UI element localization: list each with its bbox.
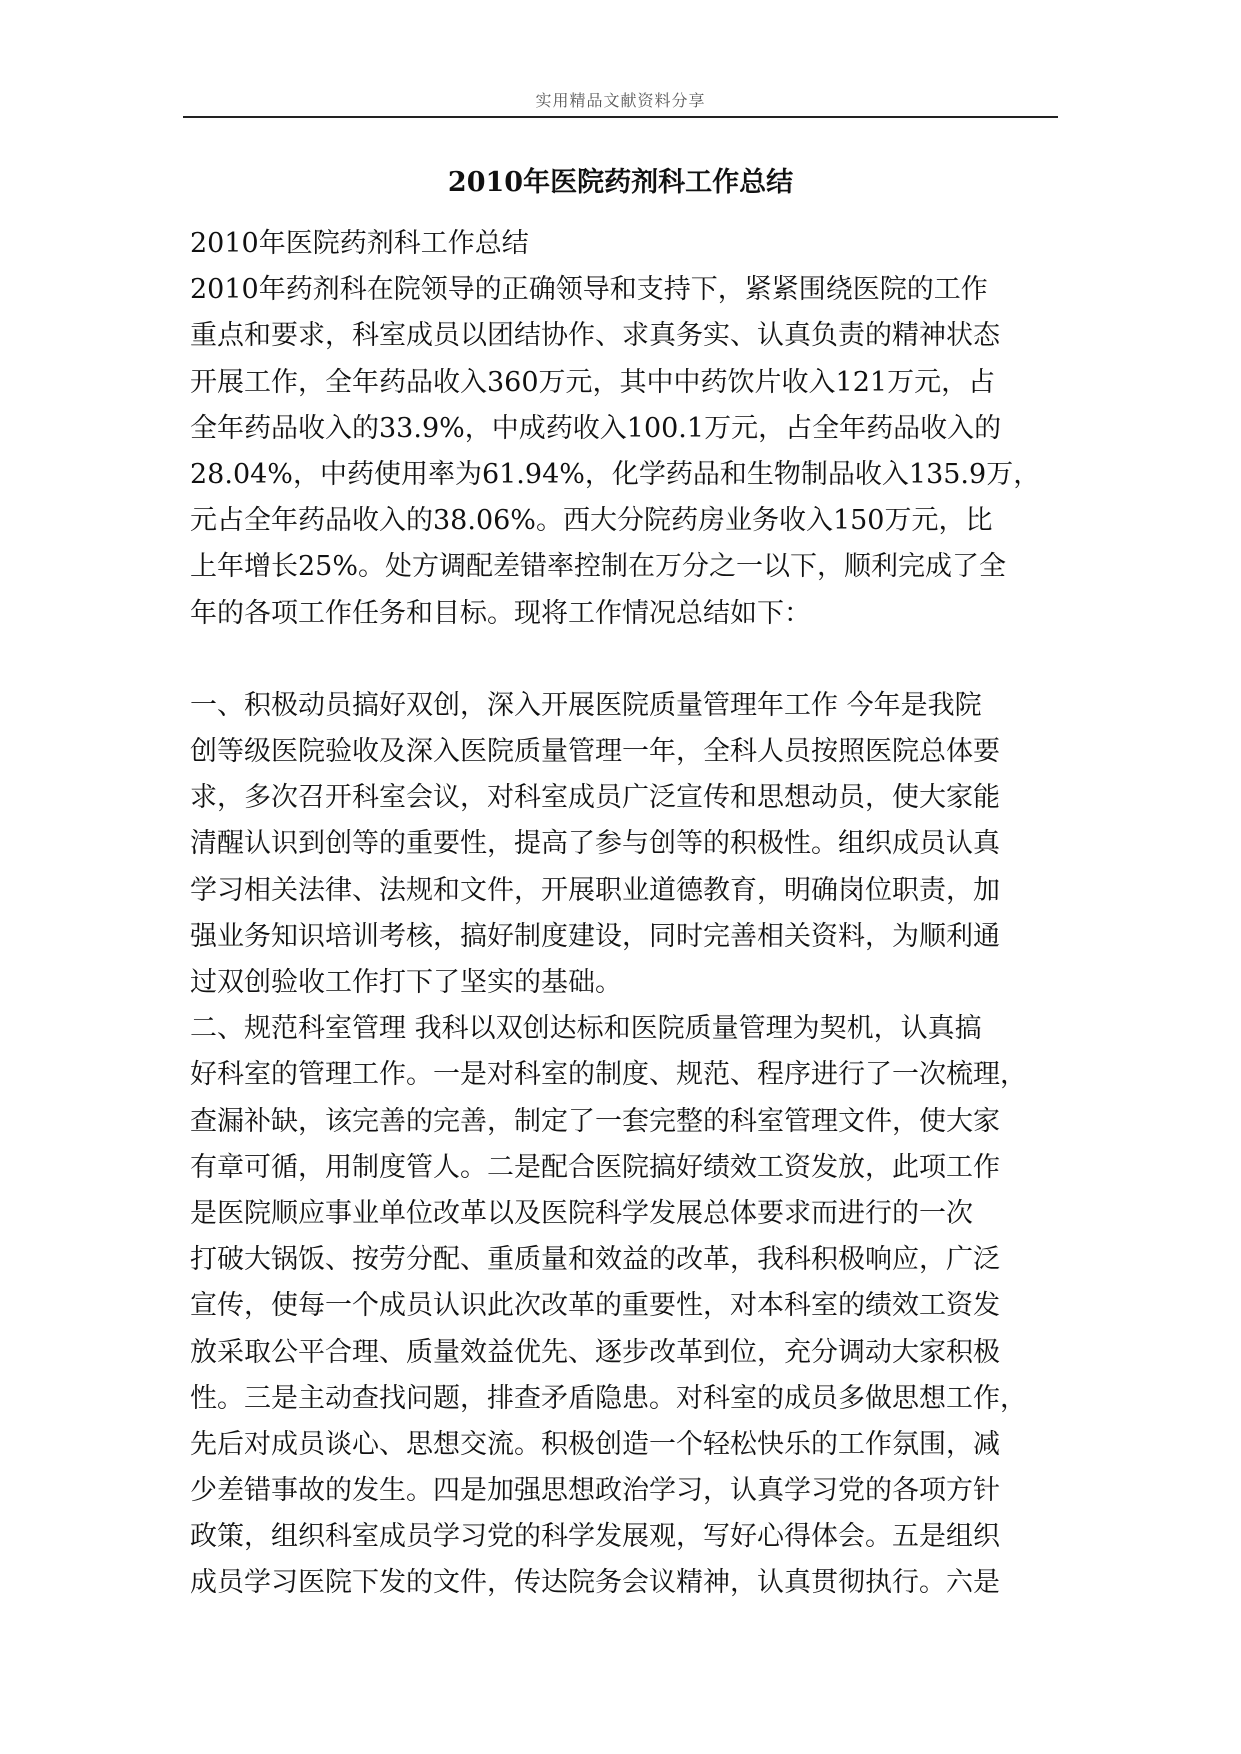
header-divider	[183, 116, 1058, 118]
body-line: 宣传，使每一个成员认识此次改革的重要性，对本科室的绩效工资发	[190, 1290, 1000, 1322]
body-line: 放采取公平合理、质量效益优先、逐步改革到位，充分调动大家积极	[190, 1336, 1000, 1368]
body-line: 全年药品收入的33.9%，中成药收入100.1万元，占全年药品收入的	[190, 412, 1002, 444]
body-line: 创等级医院验收及深入医院质量管理一年，全科人员按照医院总体要	[190, 736, 1000, 768]
document-title: 2010年医院药剂科工作总结	[447, 167, 794, 198]
body-line: 学习相关法律、法规和文件，开展职业道德教育，明确岗位职责，加	[190, 874, 1000, 906]
body-line: 重点和要求，科室成员以团结协作、求真务实、认真负责的精神状态	[190, 320, 1000, 352]
body-line: 开展工作，全年药品收入360万元，其中中药饮片收入121万元，占	[190, 366, 996, 398]
body-line: 28.04%，中药使用率为61.94%，化学药品和生物制品收入135.9万，	[190, 458, 1041, 490]
body-line: 清醒认识到创等的重要性，提高了参与创等的积极性。组织成员认真	[190, 828, 1000, 860]
body-line: 年的各项工作任务和目标。现将工作情况总结如下：	[190, 597, 811, 629]
document-body	[190, 221, 1070, 1607]
body-line: 政策，组织科室成员学习党的科学发展观，写好心得体会。五是组织	[190, 1521, 1000, 1553]
body-line: 强业务知识培训考核，搞好制度建设，同时完善相关资料，为顺利通	[190, 920, 1000, 952]
body-line: 是医院顺应事业单位改革以及医院科学发展总体要求而进行的一次	[190, 1197, 973, 1229]
section-one-heading-line: 一、积极动员搞好双创，深入开展医院质量管理年工作 今年是我院	[190, 689, 982, 721]
body-line: 少差错事故的发生。四是加强思想政治学习，认真学习党的各项方针	[190, 1475, 1000, 1507]
body-line: 元占全年药品收入的38.06%。西大分院药房业务收入150万元，比	[190, 505, 993, 537]
body-line: 好科室的管理工作。一是对科室的制度、规范、程序进行了一次梳理，	[190, 1059, 1027, 1091]
body-line: 2010年医院药剂科工作总结	[190, 228, 529, 259]
paragraph-gap	[190, 637, 1070, 683]
body-line: 有章可循，用制度管人。二是配合医院搞好绩效工资发放，此项工作	[190, 1151, 1000, 1183]
body-line: 成员学习医院下发的文件，传达院务会议精神，认真贯彻执行。六是	[190, 1567, 1000, 1599]
body-line: 查漏补缺，该完善的完善，制定了一套完整的科室管理文件，使大家	[190, 1105, 1000, 1137]
body-line: 上年增长25%。处方调配差错率控制在万分之一以下，顺利完成了全	[190, 551, 1007, 583]
running-header: 实用精品文献资料分享	[535, 91, 706, 110]
section-two-heading-line: 二、规范科室管理 我科以双创达标和医院质量管理为契机，认真搞	[190, 1013, 982, 1045]
body-line: 求，多次召开科室会议，对科室成员广泛宣传和思想动员，使大家能	[190, 782, 1000, 814]
body-line: 性。三是主动查找问题，排查矛盾隐患。对科室的成员多做思想工作，	[190, 1382, 1027, 1414]
body-line: 打破大锅饭、按劳分配、重质量和效益的改革，我科积极响应，广泛	[190, 1244, 1000, 1276]
body-line: 先后对成员谈心、思想交流。积极创造一个轻松快乐的工作氛围，减	[190, 1428, 1000, 1460]
body-line: 过双创验收工作打下了坚实的基础。	[190, 967, 622, 998]
body-line: 2010年药剂科在院领导的正确领导和支持下，紧紧围绕医院的工作	[190, 274, 988, 306]
